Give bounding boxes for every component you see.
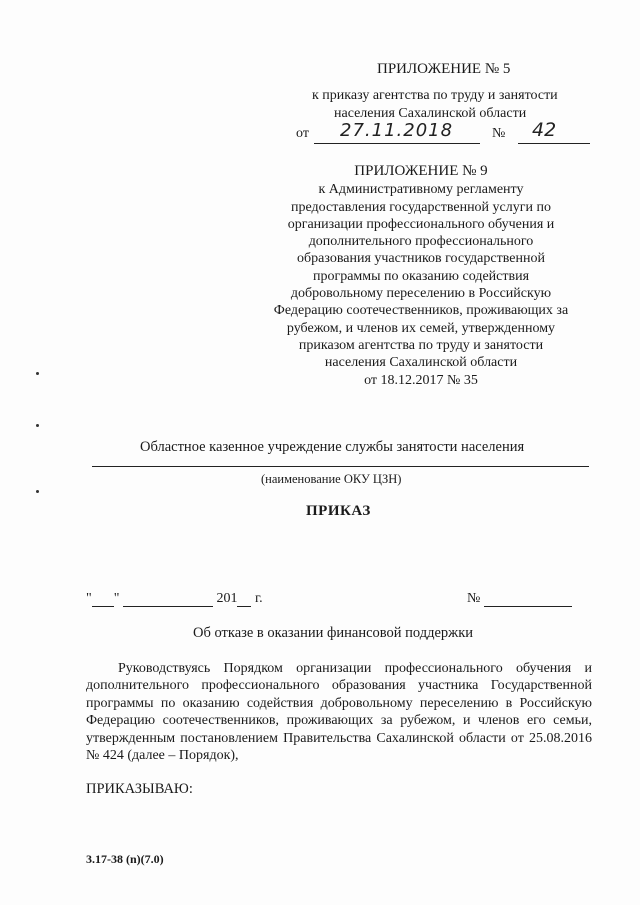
order-title: ПРИКАЗ xyxy=(306,503,371,519)
month-blank xyxy=(123,592,213,607)
year-blank xyxy=(237,592,251,607)
year-suffix: г. xyxy=(254,591,263,606)
number-label: № xyxy=(492,126,506,141)
body-paragraph: Руководствуясь Порядком организации профессионального обучения и дополнительного профессионального образования участника Государственной программы по оказанию содействия добровольному переселению в Российскую Федерацию соотечественников, проживающих за рубежом, и членов его семьи, утвержденным постановлением Правительства Сахалинской области от 25.08.2016 № 424 (далее – Порядок), xyxy=(86,661,592,764)
appendix9-line: населения Сахалинской области xyxy=(324,355,518,371)
scan-speck xyxy=(36,490,39,493)
appendix5-line1: к приказу агентства по труду и занятости xyxy=(312,88,558,103)
order-date-line xyxy=(86,591,286,611)
date-field xyxy=(314,120,480,144)
day-blank xyxy=(92,592,114,607)
number-field xyxy=(518,119,590,144)
appendix9-line: к Административному регламенту xyxy=(318,182,524,198)
institution-name: Областное казенное учреждение службы занятости населения xyxy=(140,439,525,455)
orders-word: ПРИКАЗЫВАЮ: xyxy=(86,781,193,797)
appendix5-title: ПРИЛОЖЕНИЕ № 5 xyxy=(377,61,511,77)
appendix9-line: образования участников государственной xyxy=(297,251,545,267)
year-prefix: 201 xyxy=(216,591,238,606)
appendix9-line: программы по оказанию содействия xyxy=(312,268,530,284)
footer-code: 3.17-38 (n)(7.0) xyxy=(86,852,164,866)
from-label: от xyxy=(296,126,309,141)
appendix5-line2: населения Сахалинской области xyxy=(334,106,527,121)
institution-caption: (наименование ОКУ ЦЗН) xyxy=(261,472,402,486)
appendix9-line: организации профессионального обучения и xyxy=(287,216,555,232)
appendix9-line: добровольному переселению в Российскую xyxy=(290,286,552,302)
appendix9-line: предоставления государственной услуги по xyxy=(291,199,551,215)
scan-speck xyxy=(36,424,39,427)
appendix9-line: Федерацию соотечественников, проживающих за xyxy=(273,303,569,319)
order-number-blank xyxy=(484,592,572,607)
appendix9-line: дополнительного профессионального xyxy=(308,234,534,250)
order-number-label: № xyxy=(467,591,481,606)
handwritten-date: 27.11.2018 xyxy=(340,120,454,141)
order-subject: Об отказе в оказании финансовой поддержки xyxy=(193,625,474,641)
appendix9-line: приказом агентства по труду и занятости xyxy=(298,337,544,353)
scan-speck xyxy=(36,372,39,375)
quote-close: " xyxy=(113,591,120,606)
institution-underline xyxy=(92,466,589,467)
appendix9-title: ПРИЛОЖЕНИЕ № 9 xyxy=(354,163,488,179)
handwritten-number: 42 xyxy=(532,119,557,141)
appendix5-date-number-row xyxy=(296,119,596,146)
appendix9-line: от 18.12.2017 № 35 xyxy=(364,372,478,388)
quote-open: " xyxy=(86,591,92,606)
appendix9-line: рубежом, и членов их семей, утвержденному xyxy=(286,320,556,336)
appendix9-block xyxy=(262,163,580,389)
order-number-line xyxy=(467,591,572,607)
